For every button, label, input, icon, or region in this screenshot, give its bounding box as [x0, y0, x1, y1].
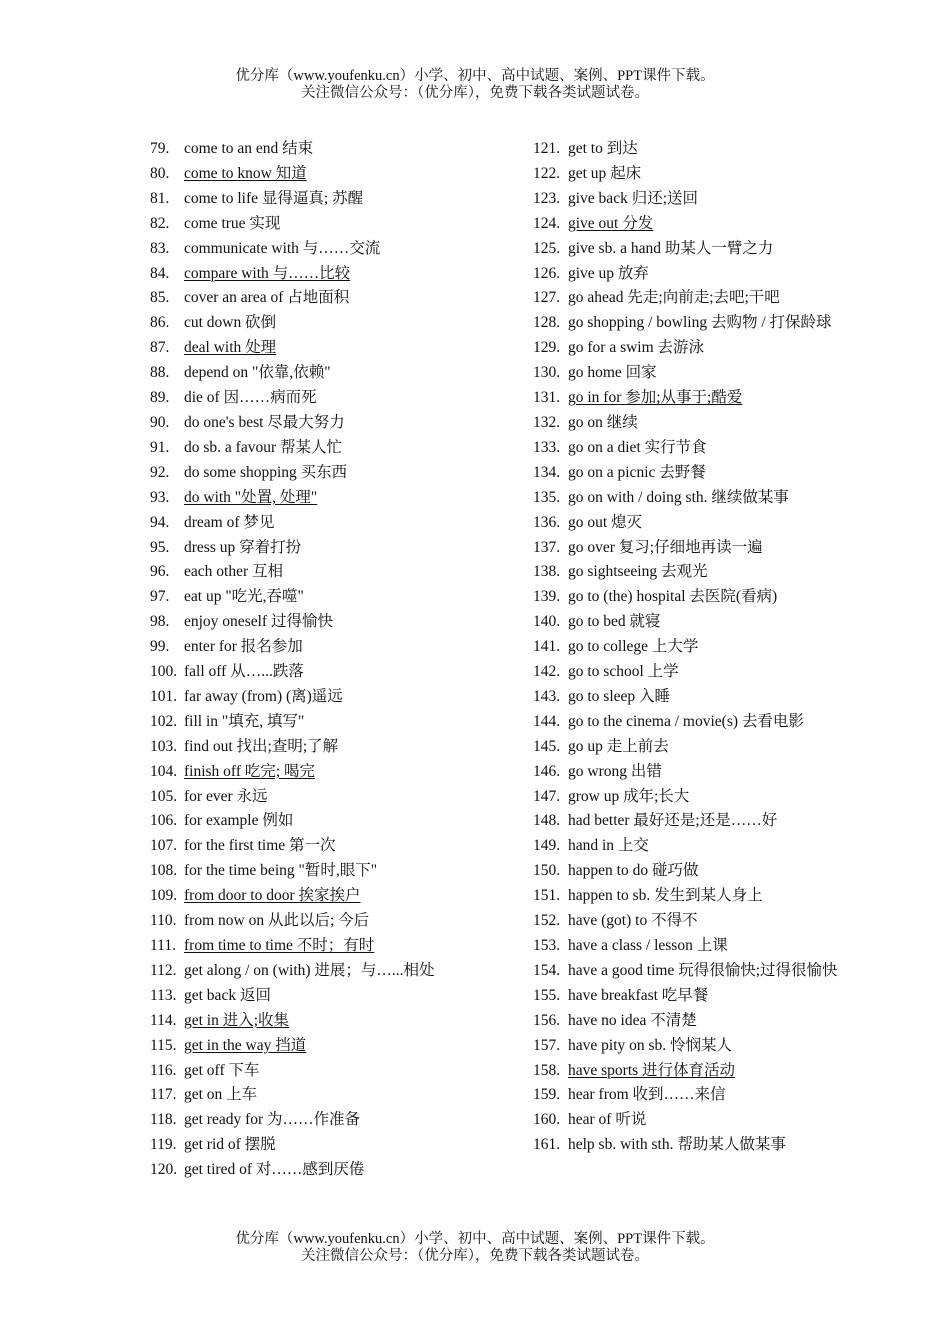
list-item: [150, 785, 465, 810]
item-number: 83.: [150, 239, 170, 257]
item-number: 161.: [533, 1136, 561, 1154]
list-item: [150, 511, 465, 536]
item-number: 91.: [150, 438, 170, 456]
list-item: [150, 311, 465, 336]
item-number: 112.: [150, 961, 177, 979]
list-item: [533, 536, 838, 561]
item-number: 128.: [533, 314, 561, 332]
list-item: [533, 1059, 838, 1084]
item-number: 150.: [533, 862, 561, 880]
list-item: [150, 760, 465, 785]
list-item: [533, 1009, 838, 1034]
phrase-text: go on with / doing sth. 继续做某事: [568, 488, 789, 506]
item-number: 94.: [150, 513, 170, 531]
item-number: 156.: [533, 1011, 561, 1029]
phrase-text: get along / on (with) 进展；与…...相处: [184, 961, 435, 979]
list-item: [533, 137, 838, 162]
phrase-text: help sb. with sth. 帮助某人做某事: [568, 1136, 786, 1154]
header-line-1: 优分库（www.youfenku.cn）小学、初中、高中试题、案例、PPT课件下载。: [235, 68, 715, 84]
list-item: [150, 486, 465, 511]
item-number: 142.: [533, 663, 561, 681]
list-item: [533, 436, 838, 461]
phrase-text: go wrong 出错: [568, 762, 662, 780]
list-item: [150, 237, 465, 262]
item-number: 102.: [150, 712, 178, 730]
list-item: [150, 361, 465, 386]
item-number: 79.: [150, 140, 170, 157]
phrase-text: cover an area of 占地面积: [184, 289, 350, 307]
phrase-text: grow up 成年;长大: [568, 787, 690, 805]
phrase-text: for ever 永远: [184, 787, 268, 805]
phrase-text: happen to sb. 发生到某人身上: [568, 887, 763, 905]
phrase-text: do sb. a favour 帮某人忙: [184, 438, 342, 456]
phrase-text: go to sleep 入睡: [568, 687, 671, 705]
phrase-text: go to (the) hospital 去医院(看病): [568, 588, 778, 606]
phrase-text: from door to door 挨家挨户: [184, 887, 361, 905]
list-item: [533, 834, 838, 859]
item-number: 141.: [533, 638, 561, 656]
item-number: 121.: [533, 140, 561, 157]
phrase-text: for example 例如: [184, 812, 294, 830]
item-number: 114.: [150, 1011, 177, 1029]
list-item: [533, 610, 838, 635]
phrase-text: have a class / lesson 上课: [568, 937, 728, 954]
phrase-text: fall off 从…...跌落: [184, 663, 304, 681]
item-number: 90.: [150, 413, 170, 431]
list-item: [150, 536, 465, 561]
phrase-text: get on 上车: [184, 1086, 258, 1104]
list-item: [150, 859, 465, 884]
item-number: 93.: [150, 488, 170, 506]
item-number: 145.: [533, 737, 561, 755]
phrase-text: go on 继续: [568, 413, 638, 431]
phrase-text: get back 返回: [184, 986, 271, 1004]
phrase-list-left: [150, 137, 465, 1183]
list-item: [150, 461, 465, 486]
item-number: 108.: [150, 862, 178, 880]
phrase-text: for the time being "暂时,眼下": [184, 862, 378, 880]
list-item: [533, 909, 838, 934]
item-number: 95.: [150, 538, 170, 556]
item-number: 134.: [533, 463, 561, 481]
item-number: 100.: [150, 663, 178, 681]
list-item: [150, 137, 465, 162]
list-item: [533, 361, 838, 386]
phrase-text: go home 回家: [568, 364, 657, 382]
list-item: [150, 585, 465, 610]
item-number: 116.: [150, 1061, 177, 1079]
item-number: 153.: [533, 937, 561, 954]
item-number: 139.: [533, 588, 561, 606]
phrase-text: cut down 砍倒: [184, 314, 277, 332]
list-item: [533, 859, 838, 884]
list-item: [150, 660, 465, 685]
item-number: 131.: [533, 389, 561, 407]
phrase-text: go on a diet 实行节食: [568, 438, 707, 456]
list-item: [533, 336, 838, 361]
phrase-text: communicate with 与……交流: [184, 239, 381, 257]
list-item: [150, 286, 465, 311]
phrase-text: give out 分发: [568, 214, 654, 232]
phrase-text: get off 下车: [184, 1061, 260, 1079]
list-item: [533, 237, 838, 262]
phrase-text: compare with 与……比较: [184, 264, 351, 282]
item-number: 85.: [150, 289, 170, 307]
phrase-text: hear from 收到……来信: [568, 1086, 726, 1104]
phrase-text: get in the way 挡道: [184, 1036, 307, 1054]
page-footer: [0, 1231, 950, 1265]
list-item: [533, 785, 838, 810]
phrase-text: have a good time 玩得很愉快;过得很愉快: [568, 961, 838, 979]
list-item: [533, 585, 838, 610]
item-number: 113.: [150, 986, 177, 1004]
item-number: 143.: [533, 687, 561, 705]
phrase-text: come true 实现: [184, 214, 281, 232]
phrase-list-right: [533, 137, 838, 1158]
list-item: [533, 1108, 838, 1133]
item-number: 84.: [150, 264, 170, 282]
list-item: [150, 1133, 465, 1158]
item-number: 140.: [533, 613, 561, 631]
phrase-text: had better 最好还是;还是……好: [568, 812, 778, 830]
phrase-text: hand in 上交: [568, 837, 649, 855]
footer-line-2: 关注微信公众号：（优分库），免费下载各类试题试卷。: [301, 1248, 649, 1264]
item-number: 127.: [533, 289, 561, 307]
list-item: [533, 809, 838, 834]
list-item: [150, 336, 465, 361]
phrase-text: go in for 参加;从事于;酷爱: [568, 389, 743, 407]
item-number: 89.: [150, 389, 170, 407]
item-number: 148.: [533, 812, 561, 830]
phrase-text: go on a picnic 去野餐: [568, 463, 706, 481]
item-number: 117.: [150, 1086, 177, 1104]
list-item: [533, 984, 838, 1009]
list-item: [150, 386, 465, 411]
list-item: [150, 735, 465, 760]
list-item: [533, 660, 838, 685]
list-item: [533, 710, 838, 735]
item-number: 122.: [533, 164, 561, 182]
phrase-text: go to the cinema / movie(s) 去看电影: [568, 712, 804, 730]
item-number: 103.: [150, 737, 178, 755]
phrase-text: hear of 听说: [568, 1111, 647, 1129]
item-number: 101.: [150, 687, 178, 705]
phrase-text: from now on 从此以后; 今后: [184, 912, 370, 930]
item-number: 138.: [533, 563, 561, 581]
item-number: 133.: [533, 438, 561, 456]
list-item: [150, 212, 465, 237]
item-number: 146.: [533, 762, 561, 780]
list-item: [150, 809, 465, 834]
list-item: [150, 959, 465, 984]
phrase-text: happen to do 碰巧做: [568, 862, 699, 880]
item-number: 157.: [533, 1036, 561, 1054]
list-item: [533, 286, 838, 311]
item-number: 92.: [150, 463, 170, 481]
list-item: [150, 884, 465, 909]
item-number: 130.: [533, 364, 561, 382]
phrase-text: have (got) to 不得不: [568, 912, 698, 930]
phrase-text: dream of 梦见: [184, 513, 275, 531]
phrase-text: go out 熄灭: [568, 513, 643, 531]
item-number: 105.: [150, 787, 178, 805]
list-item: [150, 984, 465, 1009]
list-item: [533, 386, 838, 411]
phrase-text: depend on "依靠,依赖": [184, 364, 331, 382]
phrase-text: far away (from) (离)遥远: [184, 687, 343, 705]
phrase-text: go ahead 先走;向前走;去吧;干吧: [568, 289, 780, 307]
list-item: [533, 162, 838, 187]
phrase-text: go shopping / bowling 去购物 / 打保龄球: [568, 314, 832, 332]
phrase-text: get rid of 摆脱: [184, 1136, 276, 1154]
item-number: 99.: [150, 638, 170, 656]
phrase-text: do some shopping 买东西: [184, 463, 348, 481]
list-item: [533, 760, 838, 785]
phrase-text: get to 到达: [568, 140, 638, 157]
list-item: [150, 1059, 465, 1084]
list-item: [150, 1034, 465, 1059]
list-item: [150, 685, 465, 710]
item-number: 96.: [150, 563, 170, 581]
phrase-text: fill in "填充, 填写": [184, 712, 305, 730]
item-number: 80.: [150, 164, 170, 182]
list-item: [533, 486, 838, 511]
list-item: [150, 710, 465, 735]
list-item: [533, 311, 838, 336]
item-number: 86.: [150, 314, 170, 332]
item-number: 159.: [533, 1086, 561, 1104]
item-number: 147.: [533, 787, 561, 805]
phrase-text: dress up 穿着打扮: [184, 538, 302, 556]
list-item: [533, 212, 838, 237]
phrase-text: go for a swim 去游泳: [568, 339, 705, 357]
item-number: 129.: [533, 339, 561, 357]
phrase-text: have breakfast 吃早餐: [568, 986, 709, 1004]
phrase-text: come to know 知道: [184, 164, 307, 182]
list-item: [150, 262, 465, 287]
phrase-text: go sightseeing 去观光: [568, 563, 708, 581]
list-item: [150, 162, 465, 187]
item-number: 125.: [533, 239, 561, 257]
phrase-text: do with "处置, 处理": [184, 488, 318, 506]
item-number: 88.: [150, 364, 170, 382]
phrase-text: come to an end 结束: [184, 140, 314, 157]
list-item: [150, 610, 465, 635]
phrase-text: do one's best 尽最大努力: [184, 413, 345, 431]
list-item: [533, 511, 838, 536]
item-number: 110.: [150, 912, 177, 930]
list-item: [150, 1009, 465, 1034]
item-number: 118.: [150, 1111, 177, 1129]
item-number: 154.: [533, 961, 561, 979]
list-item: [150, 909, 465, 934]
phrase-text: give sb. a hand 助某人一臂之力: [568, 239, 774, 257]
item-number: 115.: [150, 1036, 177, 1054]
item-number: 107.: [150, 837, 178, 855]
phrase-text: deal with 处理: [184, 339, 277, 357]
phrase-text: get ready for 为……作准备: [184, 1111, 361, 1129]
list-item: [533, 1083, 838, 1108]
list-item: [150, 635, 465, 660]
phrase-text: for the first time 第一次: [184, 837, 336, 855]
phrase-text: enjoy oneself 过得愉快: [184, 613, 333, 631]
item-number: 98.: [150, 613, 170, 631]
page-header: [0, 68, 950, 102]
list-item: [533, 685, 838, 710]
list-item: [150, 560, 465, 585]
item-number: 109.: [150, 887, 178, 905]
list-item: [533, 187, 838, 212]
list-item: [533, 411, 838, 436]
list-item: [150, 934, 465, 959]
item-number: 136.: [533, 513, 561, 531]
phrase-text: from time to time 不时；有时: [184, 937, 375, 954]
item-number: 132.: [533, 413, 561, 431]
phrase-text: die of 因……病而死: [184, 389, 317, 407]
item-number: 87.: [150, 339, 170, 357]
phrase-text: eat up "吃光,吞噬": [184, 588, 304, 606]
phrase-text: come to life 显得逼真; 苏醒: [184, 189, 364, 207]
phrase-text: get tired of 对……感到厌倦: [184, 1161, 365, 1179]
phrase-text: go to bed 就寝: [568, 613, 661, 631]
item-number: 137.: [533, 538, 561, 556]
phrase-text: get up 起床: [568, 164, 642, 182]
phrase-text: each other 互相: [184, 563, 283, 581]
list-item: [533, 262, 838, 287]
item-number: 160.: [533, 1111, 561, 1129]
item-number: 149.: [533, 837, 561, 855]
header-line-2: 关注微信公众号：（优分库），免费下载各类试题试卷。: [301, 85, 649, 101]
phrase-text: finish off 吃完; 喝完: [184, 762, 316, 780]
list-item: [150, 1158, 465, 1183]
list-item: [533, 934, 838, 959]
item-number: 123.: [533, 189, 561, 207]
item-number: 120.: [150, 1161, 178, 1179]
item-number: 151.: [533, 887, 561, 905]
list-item: [533, 959, 838, 984]
list-item: [533, 1034, 838, 1059]
list-item: [533, 560, 838, 585]
item-number: 124.: [533, 214, 561, 232]
phrase-text: go over 复习;仔细地再读一遍: [568, 538, 763, 556]
list-item: [150, 187, 465, 212]
list-item: [150, 1108, 465, 1133]
phrase-text: find out 找出;查明;了解: [184, 737, 339, 755]
phrase-text: enter for 报名参加: [184, 638, 303, 656]
list-item: [533, 461, 838, 486]
item-number: 104.: [150, 762, 178, 780]
phrase-text: get in 进入;收集: [184, 1011, 290, 1029]
phrase-text: have sports 进行体育活动: [568, 1061, 736, 1079]
item-number: 126.: [533, 264, 561, 282]
list-item: [533, 735, 838, 760]
list-item: [533, 1133, 838, 1158]
item-number: 135.: [533, 488, 561, 506]
phrase-text: go to college 上大学: [568, 638, 699, 656]
phrase-text: give up 放弃: [568, 264, 649, 282]
item-number: 81.: [150, 189, 170, 207]
item-number: 97.: [150, 588, 170, 606]
item-number: 111.: [150, 937, 176, 954]
item-number: 158.: [533, 1061, 561, 1079]
list-item: [533, 884, 838, 909]
item-number: 152.: [533, 912, 561, 930]
list-item: [150, 411, 465, 436]
item-number: 155.: [533, 986, 561, 1004]
phrase-text: go to school 上学: [568, 663, 679, 681]
list-item: [150, 436, 465, 461]
phrase-text: give back 归还;送回: [568, 189, 699, 207]
footer-line-1: 优分库（www.youfenku.cn）小学、初中、高中试题、案例、PPT课件下载。: [235, 1231, 715, 1247]
phrase-text: go up 走上前去: [568, 737, 669, 755]
phrase-text: have no idea 不清楚: [568, 1011, 697, 1029]
item-number: 106.: [150, 812, 178, 830]
phrase-text: have pity on sb. 怜悯某人: [568, 1036, 733, 1054]
list-item: [150, 1083, 465, 1108]
list-item: [533, 635, 838, 660]
list-item: [150, 834, 465, 859]
item-number: 82.: [150, 214, 170, 232]
item-number: 119.: [150, 1136, 177, 1154]
item-number: 144.: [533, 712, 561, 730]
